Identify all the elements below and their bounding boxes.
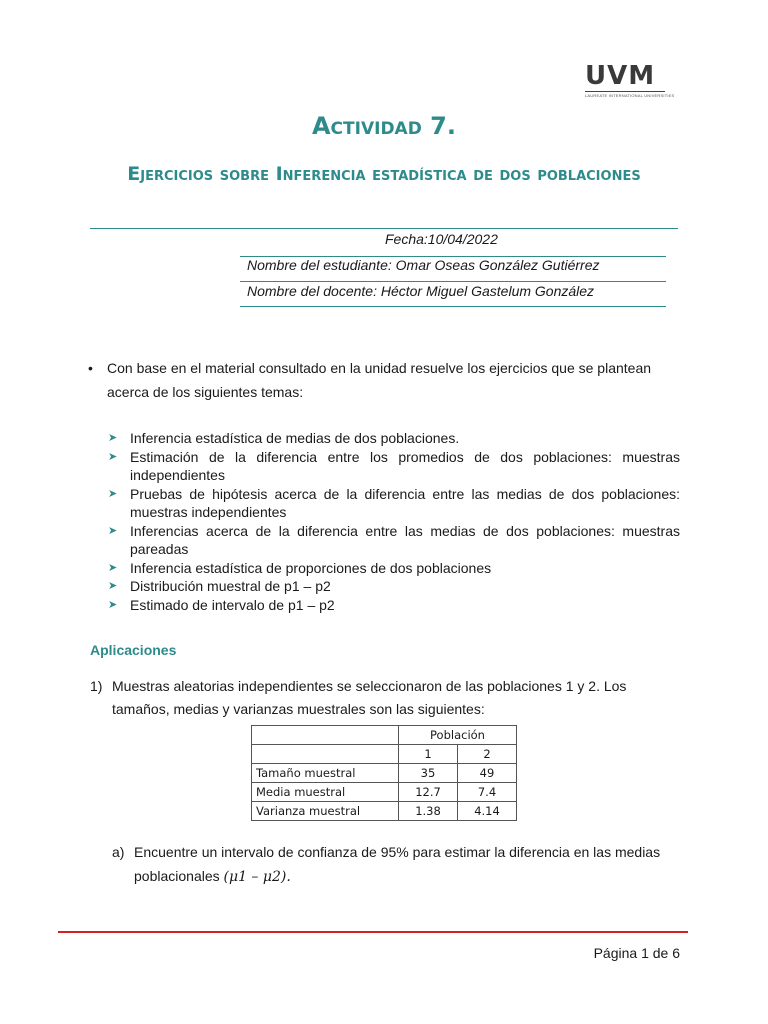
arrow-bullet-icon: ➤ <box>108 432 118 444</box>
arrow-bullet-icon: ➤ <box>108 450 118 463</box>
list-item: ➤ Pruebas de hipótesis acerca de la diferencia entre las medias de dos poblaciones: muestras independientes <box>108 485 680 520</box>
arrow-bullet-icon: ➤ <box>108 580 118 592</box>
document-subtitle: Ejercicios sobre Inferencia estadística de dos poblaciones <box>127 163 641 185</box>
question-text: Muestras aleatorias independientes se seleccionaron de las poblaciones 1 y 2. Los tamaños, medias y varianzas muestrales son las siguientes: <box>112 678 627 717</box>
formula: (μ1 – μ2). <box>223 869 291 885</box>
table-row <box>252 783 517 802</box>
row-label: Varianza muestral <box>252 802 399 821</box>
title-divider <box>90 228 678 229</box>
list-item: ➤ Inferencia estadística de medias de dos poblaciones. <box>108 430 460 446</box>
list-item: ➤ Inferencia estadística de proporciones de dos poblaciones <box>108 559 492 576</box>
table-cell: 7.4 <box>458 783 517 802</box>
logo-tagline: LAUREATE INTERNATIONAL UNIVERSITIES <box>585 93 675 98</box>
arrow-bullet-icon: ➤ <box>108 598 118 611</box>
table-cell: 49 <box>458 764 517 783</box>
row-label: Media muestral <box>252 783 399 802</box>
date-field: Fecha:10/04/2022 <box>385 231 498 247</box>
row-label: Tamaño muestral <box>252 764 399 783</box>
column-header: 2 <box>458 745 517 764</box>
meta-divider <box>240 281 666 282</box>
group-header-cell: Población <box>399 726 517 745</box>
list-item: ➤ Estimación de la diferencia entre los promedios de dos poblaciones: muestras independientes <box>108 448 680 483</box>
subquestion-text: Encuentre un intervalo de confianza de 95% para estimar la diferencia en las medias poblacionales <box>134 844 661 884</box>
table-cell: 12.7 <box>399 783 458 802</box>
empty-header-cell <box>252 726 399 745</box>
student-name-field: Nombre del estudiante: Omar Oseas González Gutiérrez <box>247 257 600 273</box>
population-table <box>251 725 517 821</box>
question-1 <box>90 675 680 721</box>
intro-paragraph <box>88 356 680 404</box>
section-heading: Aplicaciones <box>90 642 177 658</box>
arrow-bullet-icon: ➤ <box>108 561 118 574</box>
empty-header-cell <box>252 745 399 764</box>
table-row <box>252 764 517 783</box>
column-header: 1 <box>399 745 458 764</box>
intro-text: Con base en el material consultado en la unidad resuelve los ejercicios que se plantean acerca de los siguientes temas: <box>107 360 652 400</box>
uvm-logo <box>585 61 675 98</box>
document-title: Actividad 7. <box>311 112 456 140</box>
table-row <box>252 802 517 821</box>
table-cell: 4.14 <box>458 802 517 821</box>
table-header-row <box>252 726 517 745</box>
topics-list <box>108 429 680 614</box>
logo-name: UVM <box>585 61 656 91</box>
list-item: ➤ Estimado de intervalo de p1 – p2 <box>108 596 335 613</box>
footer-divider <box>58 931 688 933</box>
meta-divider <box>240 306 666 307</box>
table-header-row <box>252 745 517 764</box>
list-item: ➤ Inferencias acerca de la diferencia entre las medias de dos poblaciones: muestras pareadas <box>108 522 680 557</box>
teacher-name-field: Nombre del docente: Héctor Miguel Gastelum González <box>247 283 595 299</box>
page-number: Página 1 de 6 <box>593 945 680 961</box>
bullet-dot-icon: • <box>88 360 93 376</box>
table-cell: 35 <box>399 764 458 783</box>
table-cell: 1.38 <box>399 802 458 821</box>
arrow-bullet-icon: ➤ <box>108 524 118 537</box>
list-item: ➤ Distribución muestral de p1 – p2 <box>108 578 331 594</box>
subquestion-letter: a) <box>112 844 125 860</box>
arrow-bullet-icon: ➤ <box>108 487 118 500</box>
subquestion-a <box>112 840 680 889</box>
question-number: 1) <box>90 678 103 694</box>
